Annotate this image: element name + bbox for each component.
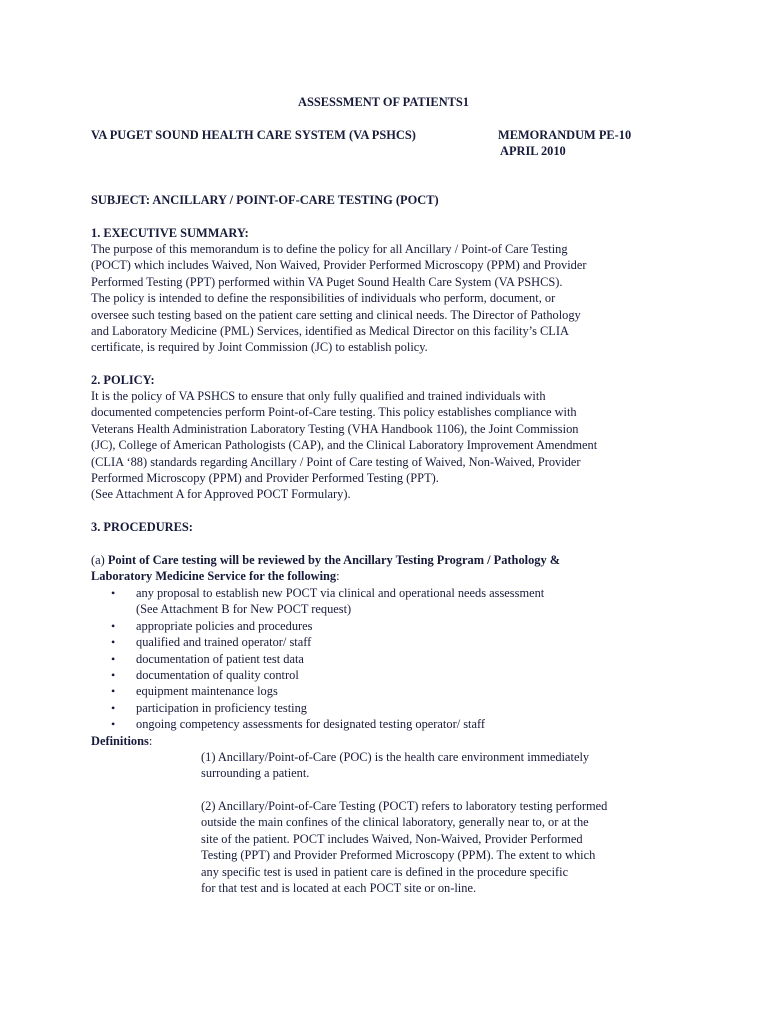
definition-2 [201, 798, 607, 896]
item-a-heading-line2: Laboratory Medicine Service for the following [91, 569, 337, 583]
definition-line: surrounding a patient. [201, 766, 310, 781]
item-a-colon: : [336, 569, 340, 583]
procedure-item-a-cont [91, 568, 340, 584]
memo-date: APRIL 2010 [500, 144, 566, 158]
list-item [91, 651, 544, 667]
section-3-heading: 3. PROCEDURES: [91, 520, 193, 534]
list-item-continuation [91, 601, 544, 617]
list-item [91, 716, 544, 732]
list-item [91, 683, 544, 699]
definitions-colon: : [148, 734, 153, 748]
definition-line: site of the patient. POCT includes Waived, Non-Waived, Provider Performed [201, 831, 583, 846]
bullet-icon: • [111, 586, 116, 600]
definition-1 [201, 749, 589, 782]
section-2-heading: 2. POLICY: [91, 373, 155, 387]
definition-line: outside the main confines of the clinical laboratory, generally near to, or at the [201, 815, 589, 830]
definition-line: (1) Ancillary/Point-of-Care (POC) is the health care environment immediately [201, 750, 590, 764]
body-line: The policy is intended to define the responsibilities of individuals who perform, document, or [91, 291, 556, 306]
bullet-icon: • [111, 635, 116, 650]
list-item [91, 618, 544, 634]
body-line: documented competencies perform Point-of-Care testing. This policy establishes compliance with [91, 405, 577, 420]
item-a-heading-line1: Point of Care testing will be reviewed by the Ancillary Testing Program / Pathology & [107, 553, 561, 567]
list-item [91, 700, 544, 716]
section-1-heading: 1. EXECUTIVE SUMMARY: [91, 226, 249, 240]
list-item [91, 634, 544, 650]
body-line: The purpose of this memorandum is to define the policy for all Ancillary / Point-of Care Testing [91, 242, 568, 256]
bullet-icon: • [111, 668, 116, 683]
bullet-icon: • [111, 684, 116, 699]
definition-line: (2) Ancillary/Point-of-Care Testing (POCT) refers to laboratory testing performed [201, 799, 608, 813]
item-a-prefix: (a) [91, 553, 108, 567]
definition-line: Testing (PPT) and Provider Preformed Microscopy (PPM). The extent to which [201, 848, 596, 863]
body-line: (POCT) which includes Waived, Non Waived, Provider Performed Microscopy (PPM) and Provider [91, 258, 587, 273]
bullet-icon: • [111, 700, 116, 715]
list-item-text: participation in proficiency testing [136, 700, 308, 715]
document-title: ASSESSMENT OF PATIENTS1 [298, 95, 469, 109]
body-line: It is the policy of VA PSHCS to ensure that only fully qualified and trained individuals with [91, 389, 546, 403]
definitions-label [91, 733, 152, 749]
body-line: Performed Microscopy (PPM) and Provider Performed Testing (PPT). [91, 471, 439, 486]
bullet-icon: • [111, 618, 116, 633]
memo-number: MEMORANDUM PE-10 [498, 128, 632, 142]
section-1-body [91, 241, 587, 356]
body-line: (JC), College of American Pathologists (CAP), and the Clinical Laboratory Improvement Amendment [91, 438, 598, 453]
list-item-text: documentation of quality control [136, 668, 299, 683]
body-line: certificate, is required by Joint Commission (JC) to establish policy. [91, 340, 428, 355]
list-item-text: any proposal to establish new POCT via clinical and operational needs assessment [136, 586, 545, 600]
list-item-text: documentation of patient test data [136, 651, 304, 666]
body-line: and Laboratory Medicine (PML) Services, identified as Medical Director on this facility’s CLIA [91, 324, 569, 339]
body-line: (See Attachment A for Approved POCT Formulary). [91, 487, 351, 502]
bullet-icon: • [111, 717, 116, 732]
body-line: Veterans Health Administration Laboratory Testing (VHA Handbook 1106), the Joint Commission [91, 421, 579, 436]
organization-name: VA PUGET SOUND HEALTH CARE SYSTEM (VA PSHCS) [91, 128, 416, 142]
body-line: (CLIA ‘88) standards regarding Ancillary / Point of Care testing of Waived, Non-Waived, Provider [91, 454, 581, 469]
list-item-text: (See Attachment B for New POCT request) [136, 602, 352, 617]
definition-line: for that test and is located at each POCT site or on-line. [201, 881, 477, 896]
list-item-text: ongoing competency assessments for designated testing operator/ staff [136, 717, 486, 732]
list-item [91, 667, 544, 683]
list-item-text: qualified and trained operator/ staff [136, 635, 312, 650]
review-criteria-list [91, 585, 544, 733]
body-line: Performed Testing (PPT) performed within VA Puget Sound Health Care System (VA PSHCS). [91, 274, 563, 289]
bullet-icon: • [111, 651, 116, 666]
list-item [91, 585, 544, 601]
definitions-label-text: Definitions [91, 734, 149, 748]
subject-line: SUBJECT: ANCILLARY / POINT-OF-CARE TESTING (POCT) [91, 193, 439, 207]
section-2-body [91, 388, 597, 503]
list-item-text: equipment maintenance logs [136, 684, 278, 699]
list-item-text: appropriate policies and procedures [136, 618, 313, 633]
definition-line: any specific test is used in patient care is defined in the procedure specific [201, 864, 569, 879]
procedure-item-a [91, 552, 560, 568]
body-line: oversee such testing based on the patient care setting and clinical needs. The Director of Pathology [91, 307, 581, 322]
